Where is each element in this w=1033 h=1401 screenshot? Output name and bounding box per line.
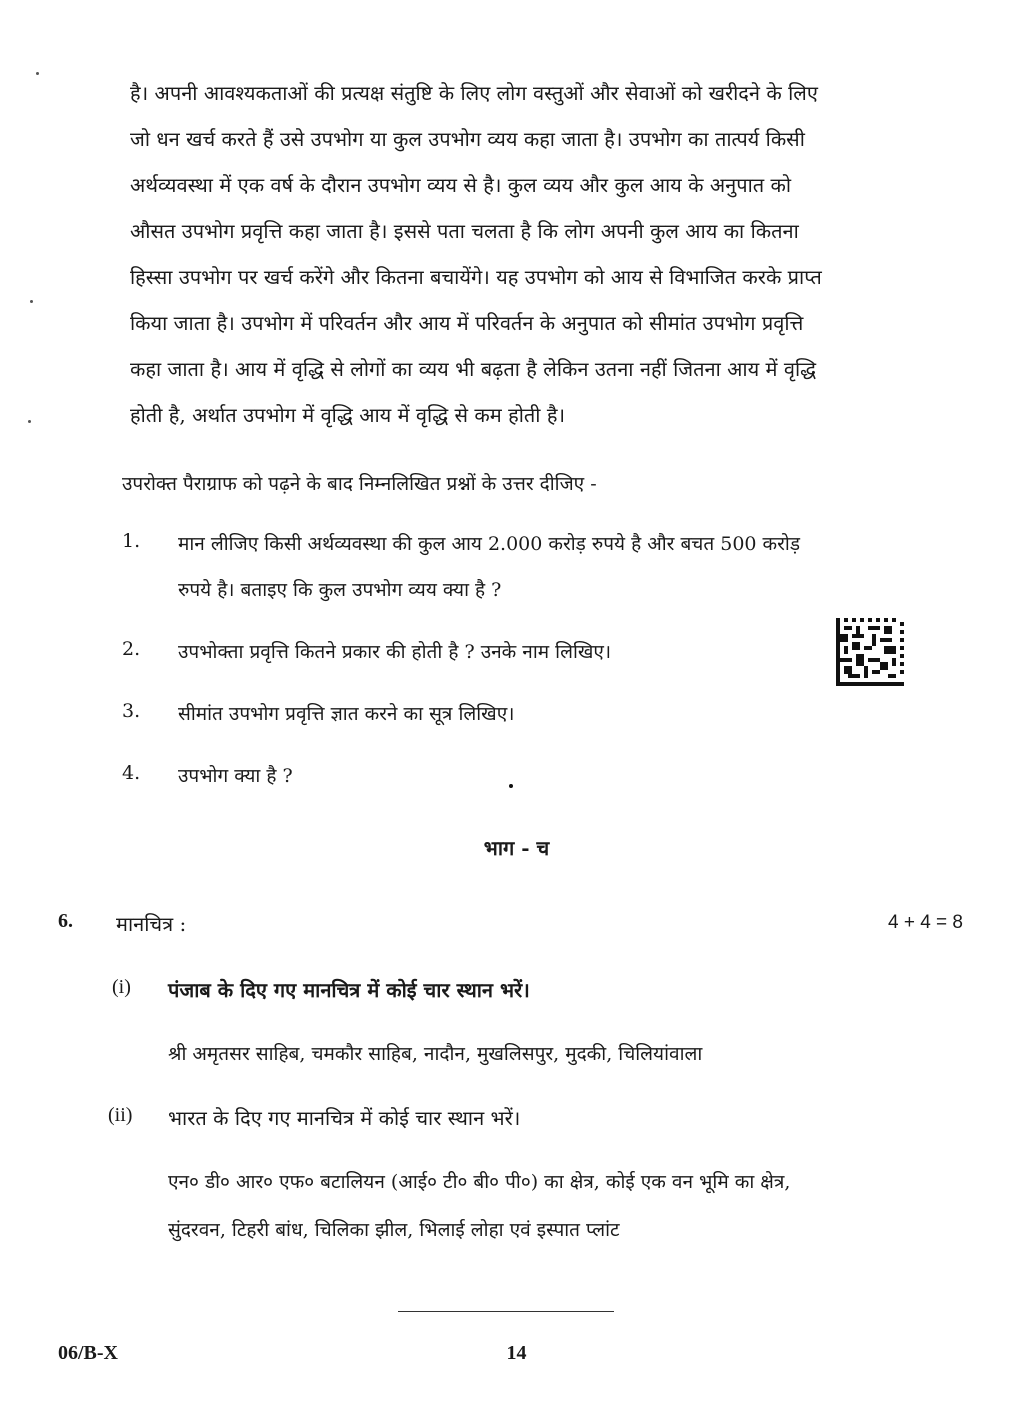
passage-line: जो धन खर्च करते हैं उसे उपभोग या कुल उपभोग व्यय कहा जाता है। उपभोग का तात्पर्य किसी	[130, 127, 805, 151]
questions-instruction: उपरोक्त पैराग्राफ को पढ़ने के बाद निम्नलिखित प्रश्नों के उत्तर दीजिए -	[122, 473, 597, 495]
subpart-label: (ii)	[108, 1104, 133, 1126]
question-text: मान लीजिए किसी अर्थव्यवस्था की कुल आय 2.000 करोड़ रुपये है और बचत 500 करोड़	[178, 533, 800, 555]
paper-code: 06/B-X	[58, 1342, 118, 1364]
passage-line: किया जाता है। उपभोग में परिवर्तन और आय में परिवर्तन के अनुपात को सीमांत उपभोग प्रवृत्ति	[130, 311, 804, 335]
passage-line: अर्थव्यवस्था में एक वर्ष के दौरान उपभोग व्यय से है। कुल व्यय और कुल आय के अनुपात को	[130, 173, 792, 197]
place-list: एन० डी० आर० एफ० बटालियन (आई० टी० बी० पी०) का क्षेत्र, कोई एक वन भूमि का क्षेत्र,	[168, 1171, 791, 1193]
footer-rule	[398, 1311, 614, 1312]
place-list: सुंदरवन, टिहरी बांध, चिलिका झील, भिलाई लोहा एवं इस्पात प्लांट	[168, 1219, 620, 1241]
passage-line: हिस्सा उपभोग पर खर्च करेंगे और कितना बचायेंगे। यह उपभोग को आय से विभाजित करके प्राप्त	[130, 265, 822, 289]
passage-line: होती है, अर्थात उपभोग में वृद्धि आय में वृद्धि से कम होती है।	[130, 403, 566, 427]
question-number: 1.	[122, 530, 141, 552]
subpart-instruction: पंजाब के दिए गए मानचित्र में कोई चार स्थान भरें।	[168, 978, 530, 1002]
question-number: 2.	[122, 638, 141, 660]
subpart-label: (i)	[112, 976, 131, 998]
question-text: उपभोक्ता प्रवृत्ति कितने प्रकार की होती है ? उनके नाम लिखिए।	[178, 641, 612, 663]
margin-mark	[36, 72, 39, 75]
margin-mark	[28, 420, 31, 423]
question-text: सीमांत उपभोग प्रवृत्ति ज्ञात करने का सूत्र लिखिए।	[178, 703, 515, 725]
question-text: रुपये है। बताइए कि कुल उपभोग व्यय क्या है ?	[178, 579, 502, 601]
place-list: श्री अमृतसर साहिब, चमकौर साहिब, नादौन, मुखलिसपुर, मुदकी, चिलियांवाला	[168, 1043, 703, 1065]
stray-dot	[509, 784, 513, 788]
marks-allocation: 4 + 4 = 8	[887, 912, 963, 933]
question-6-number: 6.	[58, 910, 73, 932]
passage-line: कहा जाता है। आय में वृद्धि से लोगों का व्यय भी बढ़ता है लेकिन उतना नहीं जितना आय में वृद्धि	[130, 357, 817, 381]
question-6-title: मानचित्र :	[116, 912, 187, 936]
passage-line: औसत उपभोग प्रवृत्ति कहा जाता है। इससे पता चलता है कि लोग अपनी कुल आय का कितना	[130, 219, 799, 243]
passage-line: है। अपनी आवश्यकताओं की प्रत्यक्ष संतुष्टि के लिए लोग वस्तुओं और सेवाओं को खरीदने के लिए	[130, 81, 818, 105]
question-text: उपभोग क्या है ?	[178, 765, 293, 787]
question-number: 4.	[122, 762, 141, 784]
question-number: 3.	[122, 700, 141, 722]
page-number: 14	[506, 1342, 527, 1364]
section-heading: भाग - च	[483, 836, 550, 860]
subpart-instruction: भारत के दिए गए मानचित्र में कोई चार स्थान भरें।	[168, 1106, 521, 1130]
datamatrix-barcode-icon	[836, 618, 904, 686]
margin-mark	[30, 300, 33, 303]
